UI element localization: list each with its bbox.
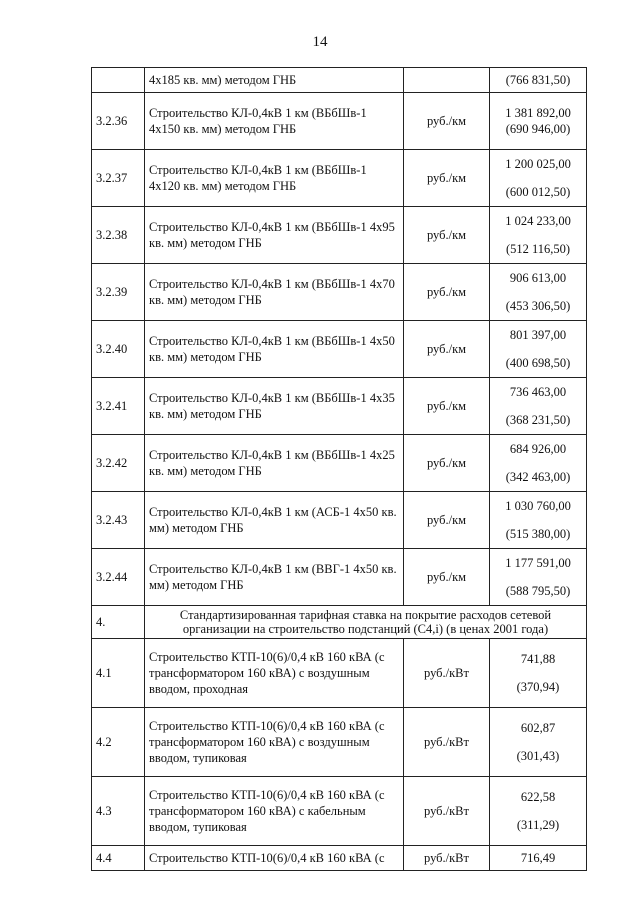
row-value [490, 264, 587, 321]
row-value [490, 150, 587, 207]
row-unit: руб./км [404, 435, 490, 492]
row-number: 3.2.40 [92, 321, 145, 378]
row-number: 3.2.43 [92, 492, 145, 549]
table-row [92, 549, 587, 606]
row-value-paren: (370,94) [516, 680, 560, 694]
table-row [92, 93, 587, 150]
table-row [92, 207, 587, 264]
row-value: 716,49 [490, 846, 587, 871]
row-unit: руб./км [404, 321, 490, 378]
section-row [92, 606, 587, 639]
row-value-main: 736 463,00 [509, 385, 567, 399]
row-unit: руб./кВт [404, 846, 490, 871]
row-description: Строительство КЛ-0,4кВ 1 км (ВБбШв-1 4x150 кв. мм) методом ГНБ [145, 93, 404, 150]
page-number: 14 [312, 34, 328, 50]
row-unit: руб./кВт [404, 708, 490, 777]
row-value [490, 777, 587, 846]
row-description: Строительство КТП-10(6)/0,4 кВ 160 кВА (с трансформатором 160 кВА) с кабельным вводом, тупиковая [145, 777, 404, 846]
row-unit: руб./км [404, 93, 490, 150]
row-number: 3.2.42 [92, 435, 145, 492]
row-value-main: 1 200 025,00 [505, 157, 571, 171]
row-unit: руб./км [404, 549, 490, 606]
row-number: 4.3 [92, 777, 145, 846]
row-unit: руб./км [404, 378, 490, 435]
table-row [92, 378, 587, 435]
row-value-paren: (512 116,50) [505, 242, 571, 256]
row-unit: руб./кВт [404, 777, 490, 846]
row-number: 3.2.44 [92, 549, 145, 606]
row-number [92, 68, 145, 93]
row-description: 4x185 кв. мм) методом ГНБ [145, 68, 404, 93]
row-unit: руб./км [404, 150, 490, 207]
row-value [490, 207, 587, 264]
row-value-main: 602,87 [520, 721, 556, 735]
row-number: 4.4 [92, 846, 145, 871]
table-row [92, 150, 587, 207]
row-unit [404, 68, 490, 93]
row-value-paren: (515 380,00) [505, 527, 571, 541]
row-value [490, 378, 587, 435]
row-value-paren: (600 012,50) [505, 185, 571, 199]
table-row [92, 639, 587, 708]
row-number: 3.2.37 [92, 150, 145, 207]
row-description: Строительство КЛ-0,4кВ 1 км (ВБбШв-1 4x25 кв. мм) методом ГНБ [145, 435, 404, 492]
row-description: Строительство КЛ-0,4кВ 1 км (ВБбШв-1 4x50 кв. мм) методом ГНБ [145, 321, 404, 378]
row-value [490, 68, 587, 93]
row-value [490, 639, 587, 708]
row-unit: руб./кВт [404, 639, 490, 708]
row-value [490, 321, 587, 378]
row-description: Строительство КЛ-0,4кВ 1 км (ВБбШв-1 4x120 кв. мм) методом ГНБ [145, 150, 404, 207]
table-row [92, 321, 587, 378]
row-value-paren: (342 463,00) [505, 470, 571, 484]
row-unit: руб./км [404, 492, 490, 549]
row-value-main: 684 926,00 [509, 442, 567, 456]
row-value-paren: (453 306,50) [505, 299, 571, 313]
row-value [490, 549, 587, 606]
row-value-main: 1 030 760,00 [505, 499, 571, 513]
table-row [92, 846, 587, 871]
table-row [92, 435, 587, 492]
row-value-paren: (766 831,50) [505, 73, 571, 87]
row-value [490, 492, 587, 549]
table-row [92, 777, 587, 846]
row-value-main: 1 024 233,00 [505, 214, 571, 228]
row-number: 3.2.41 [92, 378, 145, 435]
row-value-main: 622,58 [520, 790, 556, 804]
table-row [92, 264, 587, 321]
row-description: Строительство КТП-10(6)/0,4 кВ 160 кВА (с трансформатором 160 кВА) с воздушным вводом, проходная [145, 639, 404, 708]
row-value-paren: (301,43) [516, 749, 560, 763]
row-number: 4.2 [92, 708, 145, 777]
row-value-paren: (588 795,50) [505, 584, 571, 598]
row-value-paren: (311,29) [516, 818, 560, 832]
row-number: 3.2.36 [92, 93, 145, 150]
section-number: 4. [92, 606, 145, 639]
row-description: Строительство КЛ-0,4кВ 1 км (ВБбШв-1 4x95 кв. мм) методом ГНБ [145, 207, 404, 264]
row-value-main: 1 177 591,00 [505, 556, 571, 570]
row-description: Строительство КЛ-0,4кВ 1 км (ВБбШв-1 4x35 кв. мм) методом ГНБ [145, 378, 404, 435]
row-value [490, 708, 587, 777]
row-value-paren: (690 946,00) [505, 122, 571, 136]
row-unit: руб./км [404, 207, 490, 264]
row-value-main: 906 613,00 [509, 271, 567, 285]
row-value-paren: (368 231,50) [505, 413, 571, 427]
row-number: 3.2.38 [92, 207, 145, 264]
row-description: Строительство КТП-10(6)/0,4 кВ 160 кВА (с [145, 846, 404, 871]
row-description: Строительство КТП-10(6)/0,4 кВ 160 кВА (с трансформатором 160 кВА) с воздушным вводом, тупиковая [145, 708, 404, 777]
table-row [92, 708, 587, 777]
table-row [92, 68, 587, 93]
row-value-paren: (400 698,50) [505, 356, 571, 370]
row-value [490, 93, 587, 150]
table-row [92, 492, 587, 549]
tariff-table [91, 67, 587, 871]
row-description: Строительство КЛ-0,4кВ 1 км (ВБбШв-1 4x70 кв. мм) методом ГНБ [145, 264, 404, 321]
row-value-main: 741,88 [520, 652, 556, 666]
row-value-main: 1 381 892,00 [505, 106, 571, 120]
row-number: 4.1 [92, 639, 145, 708]
row-unit: руб./км [404, 264, 490, 321]
row-value [490, 435, 587, 492]
row-description: Строительство КЛ-0,4кВ 1 км (ВВГ-1 4x50 кв. мм) методом ГНБ [145, 549, 404, 606]
row-number: 3.2.39 [92, 264, 145, 321]
row-value-main: 801 397,00 [509, 328, 567, 342]
row-description: Строительство КЛ-0,4кВ 1 км (АСБ-1 4x50 кв. мм) методом ГНБ [145, 492, 404, 549]
section-title: Стандартизированная тарифная ставка на покрытие расходов сетевой организации на строительство подстанций (С4,i) (в ценах 2001 года) [145, 606, 587, 639]
